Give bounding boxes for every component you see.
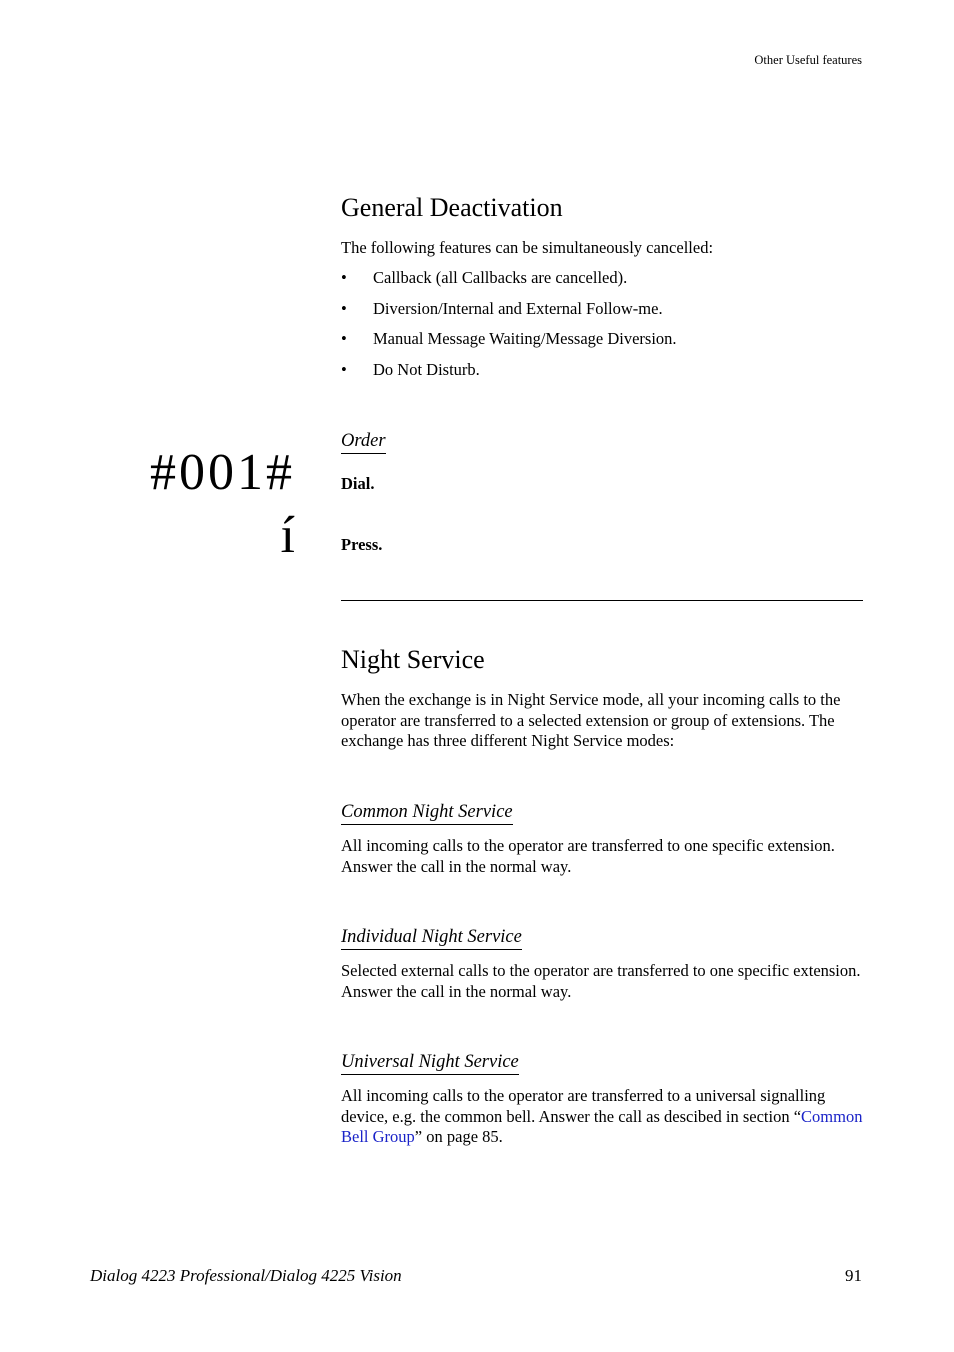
running-header: Other Useful features [754, 53, 862, 67]
list-item: • Callback (all Callbacks are cancelled). [341, 268, 863, 299]
order-subheading: Order [341, 430, 386, 454]
dial-instruction: Dial. [341, 474, 375, 493]
list-item: • Diversion/Internal and External Follow-me. [341, 299, 863, 330]
universal-text-after: ” on page 85. [414, 1127, 503, 1146]
universal-text-before: All incoming calls to the operator are transferred to a universal signalling device, e.g. the common bell. Answer the call as descibed in section “ [341, 1086, 826, 1126]
press-instruction: Press. [341, 535, 383, 554]
individual-night-service-text: Selected external calls to the operator are transferred to one specific extension. Answer the call in the normal way. [341, 961, 861, 1001]
dial-code: #001# [150, 444, 295, 501]
section-divider [341, 600, 863, 601]
clear-key-icon: í [280, 507, 295, 564]
common-bell-group-link[interactable]: Common Bell Group [341, 1106, 863, 1146]
page-number: 91 [845, 1266, 862, 1285]
universal-night-service-subheading: Universal Night Service [341, 1051, 519, 1075]
section-heading-general-deactivation: General Deactivation [341, 193, 563, 222]
common-night-service-subheading: Common Night Service [341, 801, 513, 825]
section-heading-night-service: Night Service [341, 645, 485, 674]
feature-list [341, 268, 863, 391]
footer-title: Dialog 4223 Professional/Dialog 4225 Vision [90, 1266, 402, 1285]
universal-night-service-text [341, 1086, 863, 1148]
list-item: • Manual Message Waiting/Message Diversion. [341, 329, 863, 360]
individual-night-service-subheading: Individual Night Service [341, 926, 522, 950]
common-night-service-text: All incoming calls to the operator are transferred to one specific extension. Answer the call in the normal way. [341, 836, 835, 876]
night-service-intro: When the exchange is in Night Service mode, all your incoming calls to the operator are transferred to a selected extension or group of extensions. The exchange has three different Night Service modes: [341, 690, 841, 750]
list-item: • Do Not Disturb. [341, 360, 863, 391]
general-deactivation-intro: The following features can be simultaneously cancelled: [341, 238, 714, 257]
